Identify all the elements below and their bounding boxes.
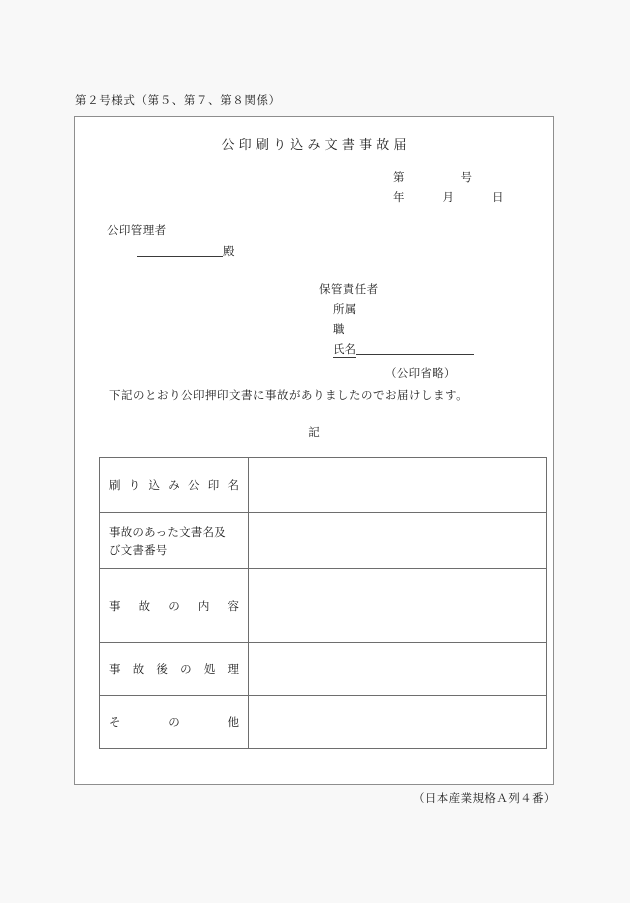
- label-char: 内: [197, 598, 210, 613]
- label-char: 名: [227, 478, 239, 492]
- paper-size-note: （日本産業規格Ａ列４番）: [413, 791, 556, 805]
- label-char: 公: [188, 478, 200, 492]
- addressee-name-line: [137, 243, 235, 259]
- label-char: の: [168, 598, 180, 613]
- keeper-name-label: 氏名: [333, 342, 356, 356]
- row-label-spread: [109, 713, 239, 731]
- document-page-frame: [74, 116, 554, 785]
- form-number-label: 第２号様式（第５、第７、第８関係）: [75, 93, 281, 107]
- row-label-line-2: び文書番号: [109, 542, 168, 557]
- row-label-other: [100, 696, 249, 749]
- keeper-position-label: 職: [333, 322, 345, 336]
- day-label: 日: [492, 190, 504, 204]
- month-label: 月: [442, 190, 454, 204]
- number-prefix-label: 第: [393, 170, 405, 184]
- label-char: の: [168, 715, 180, 729]
- table-row: [100, 696, 547, 749]
- label-char: み: [168, 478, 180, 492]
- label-char: り: [128, 478, 141, 492]
- label-char: の: [180, 662, 192, 676]
- row-label-spread: [109, 597, 239, 615]
- addressee-blank-rule: [137, 243, 223, 257]
- row-label-spread: [109, 660, 239, 678]
- row-label-document-name-number: [100, 513, 249, 569]
- label-char: そ: [109, 715, 121, 729]
- label-char: 故: [138, 598, 151, 613]
- table-row: [100, 513, 547, 569]
- accident-report-table: [99, 457, 547, 749]
- keeper-name-blank-rule: [356, 341, 474, 355]
- seal-omitted-note: （公印省略）: [385, 366, 456, 380]
- row-label-post-accident-handling: [100, 643, 249, 696]
- document-date-row: [393, 187, 504, 207]
- label-char: 理: [227, 662, 239, 676]
- year-label: 年: [393, 190, 405, 204]
- document-number-row: [393, 167, 504, 187]
- row-value-seal-name[interactable]: [249, 458, 547, 513]
- label-char: 印: [207, 478, 220, 492]
- label-char: 事: [109, 662, 121, 676]
- label-char: 他: [227, 715, 239, 729]
- keeper-heading: 保管責任者: [319, 282, 379, 296]
- addressee-label: 公印管理者: [107, 223, 167, 237]
- table-body: [100, 458, 547, 749]
- table-row: [100, 569, 547, 643]
- table-row: [100, 458, 547, 513]
- row-label-accident-details: [100, 569, 249, 643]
- row-value-other[interactable]: [249, 696, 547, 749]
- ki-marker: 記: [308, 425, 320, 439]
- label-char: 後: [156, 662, 168, 676]
- row-label-spread: [109, 476, 239, 494]
- label-char: 故: [132, 662, 145, 676]
- body-statement: 下記のとおり公印押印文書に事故がありましたのでお届けします。: [109, 388, 469, 402]
- table-row: [100, 643, 547, 696]
- keeper-name-row: [319, 339, 474, 359]
- addressee-honorific: 殿: [223, 244, 235, 258]
- label-char: 込: [148, 478, 160, 492]
- keeper-block: [319, 279, 474, 383]
- document-number-date-block: [393, 167, 504, 207]
- label-char: 容: [227, 598, 239, 613]
- row-value-accident-details[interactable]: [249, 569, 547, 643]
- row-value-post-accident-handling[interactable]: [249, 643, 547, 696]
- label-char: 処: [203, 662, 216, 676]
- row-label-seal-name: [100, 458, 249, 513]
- document-title: 公印刷り込み文書事故届: [221, 138, 411, 153]
- keeper-affiliation-label: 所属: [333, 302, 357, 316]
- label-char: 事: [109, 598, 121, 613]
- number-suffix-label: 号: [460, 170, 472, 184]
- label-char: 刷: [109, 478, 121, 492]
- row-label-line-1: 事故のあった文書名及: [109, 524, 226, 539]
- row-value-document-name-number[interactable]: [249, 513, 547, 569]
